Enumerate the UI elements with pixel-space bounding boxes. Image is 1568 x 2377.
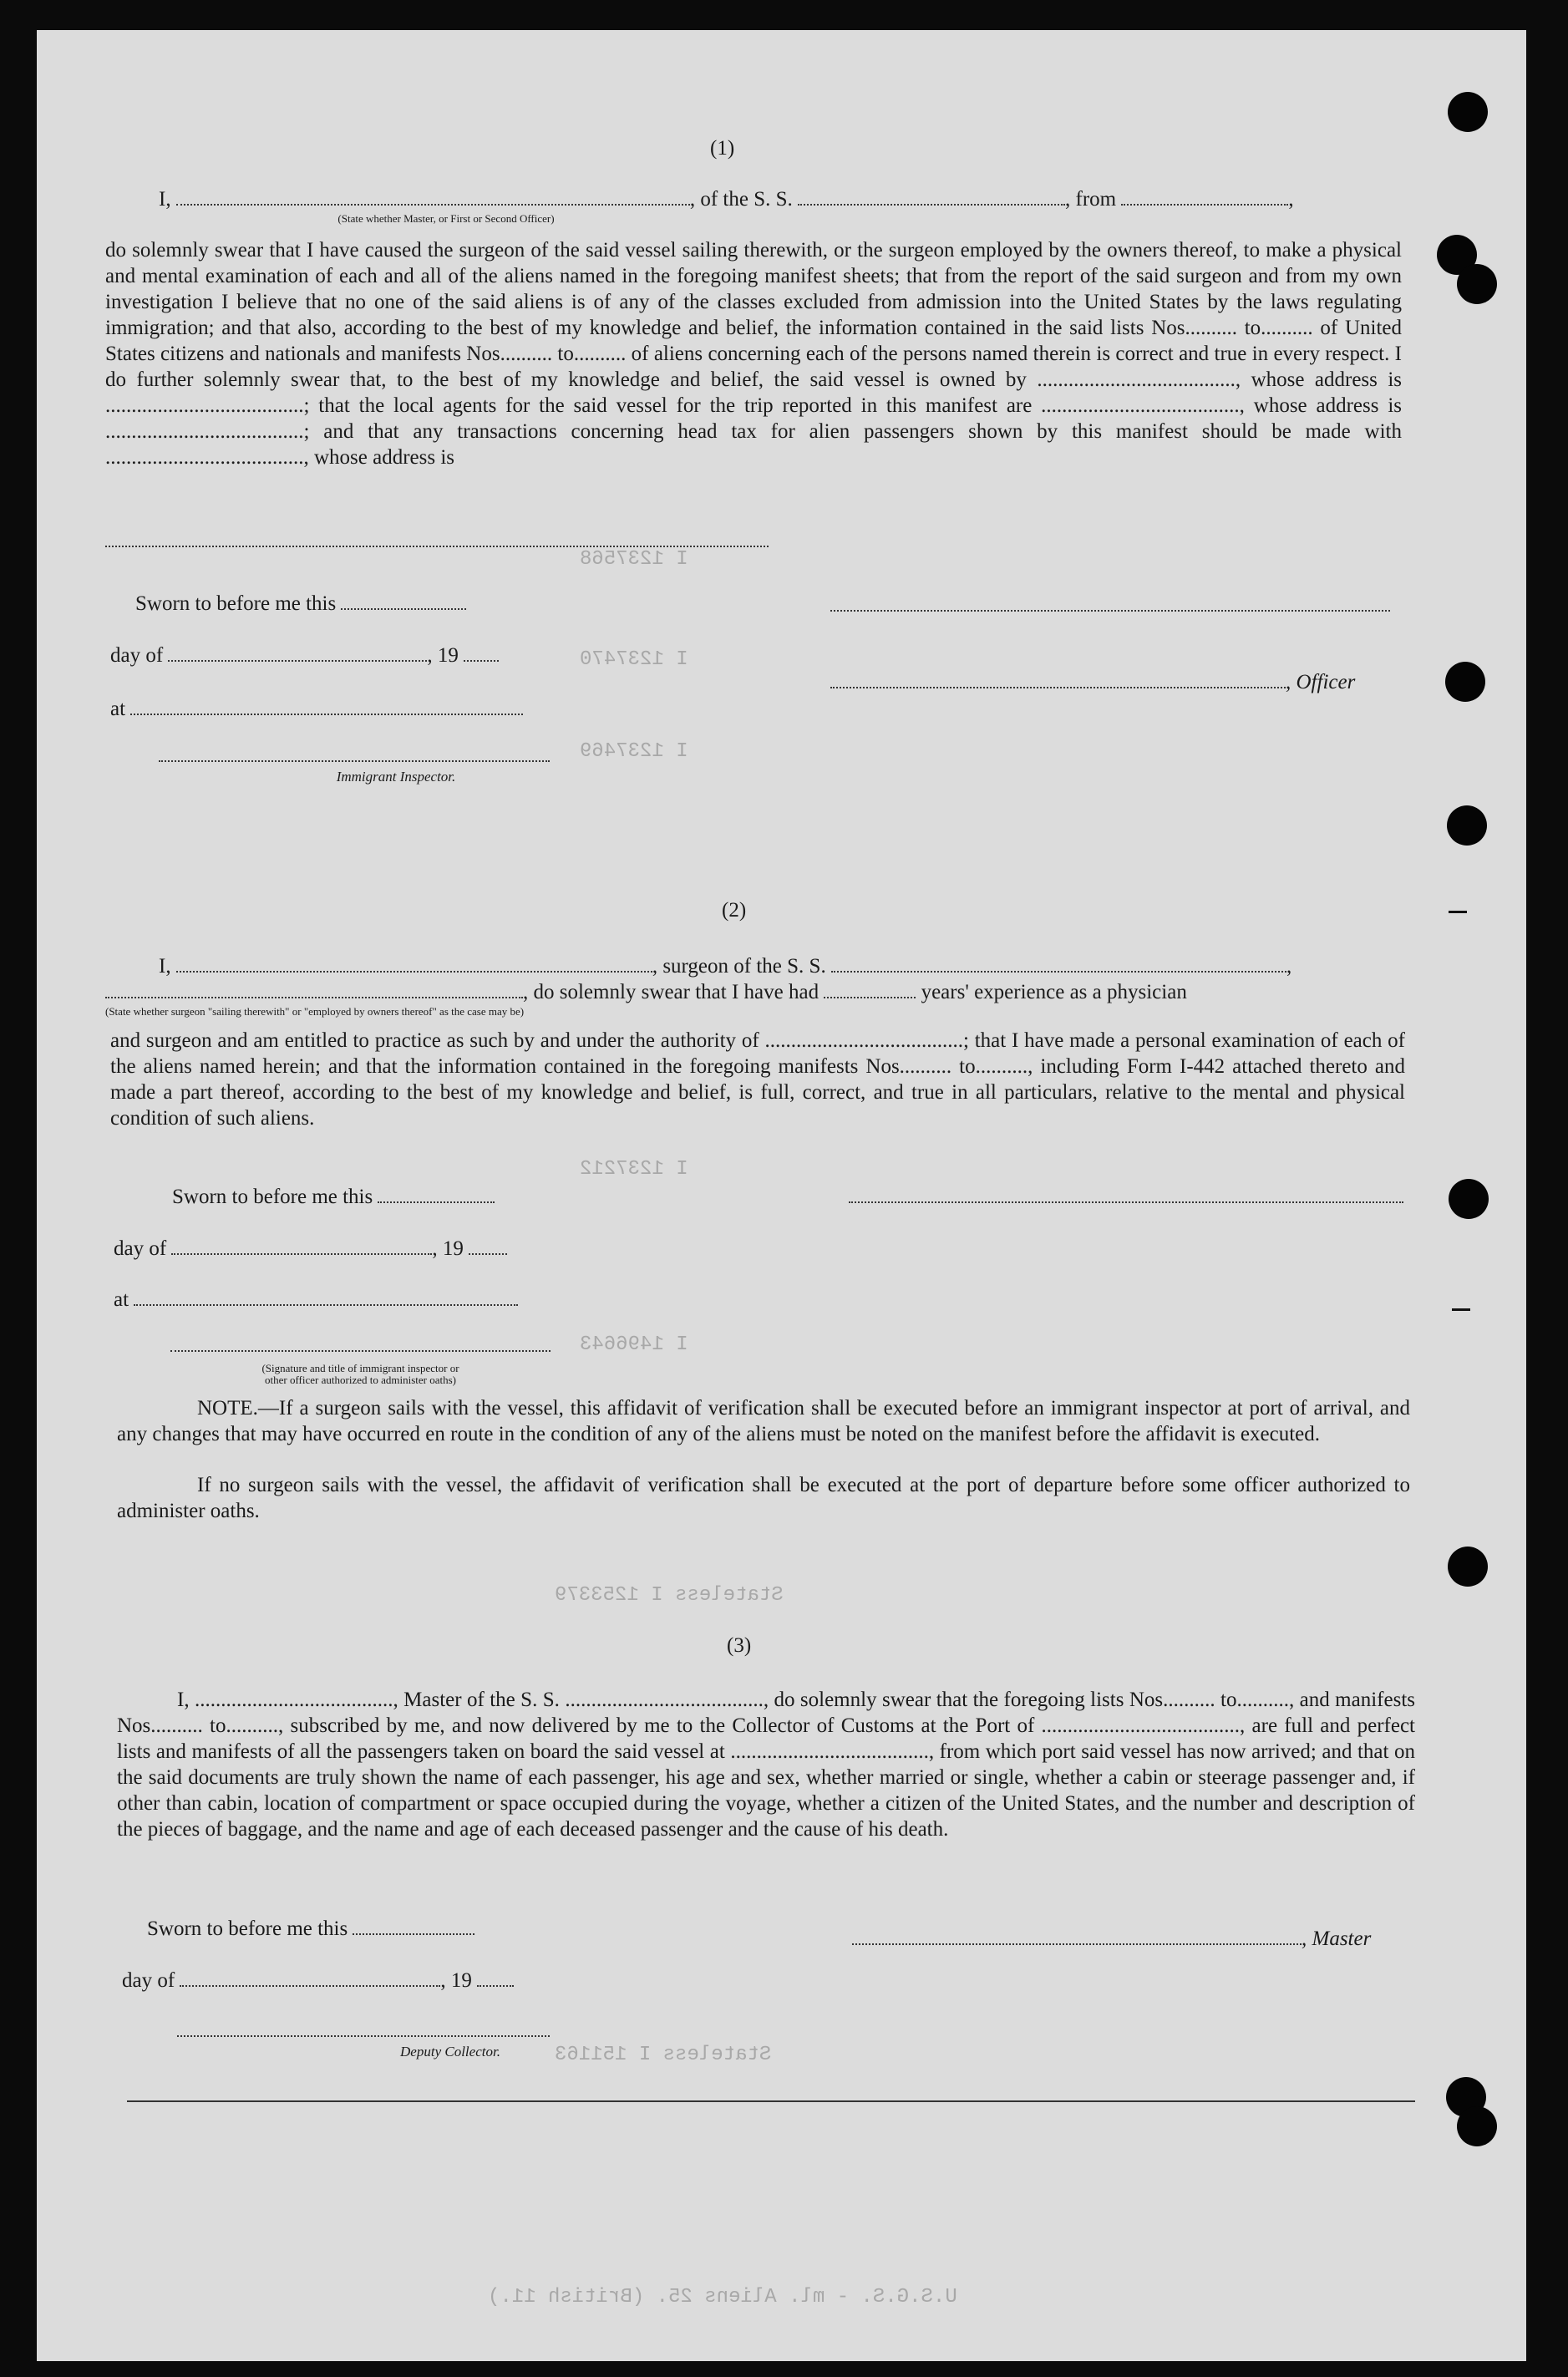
s2-day-field[interactable] <box>171 1235 432 1255</box>
s1-officer <box>830 668 1355 695</box>
punch-hole <box>1457 264 1497 304</box>
s1-i-label: I, <box>159 188 171 211</box>
bleed-through: I 1237470 <box>580 648 688 671</box>
bleed-through: Stateless I 1253379 <box>555 1584 784 1607</box>
from-port-field[interactable] <box>1121 185 1288 206</box>
s3-master-label: , Master <box>1302 1928 1372 1950</box>
bleed-through: I 1237469 <box>580 740 688 763</box>
manifest-back-page <box>37 30 1526 2361</box>
s2-at <box>114 1286 518 1313</box>
s2-line2 <box>105 978 1408 1005</box>
s2-sig-note-1: (Signature and title of immigrant inspector or <box>261 1362 459 1374</box>
bleed-through: Stateless I 151163 <box>555 2044 772 2066</box>
s2-paragraph: and surgeon and am entitled to practice as such by and under the authority of ......................................; that I have made a personal examination of each of the aliens named herein; and that the information contained in the foregoing manifests Nos.......... to.........., including Form I-442 attached thereto and made a part thereof, according to the best of my knowledge and belief, is full, correct, and true in all particulars, relative to the mental and physical condition of such aliens. <box>110 1029 1405 1130</box>
punch-hole <box>1448 92 1488 132</box>
punch-hole <box>1447 805 1487 846</box>
s1-line1: I, , of the S. S. , from , <box>159 185 1403 212</box>
s3-day <box>122 1967 514 1994</box>
s1-sworn-label: Sworn to before me this <box>135 592 337 615</box>
s1-officer-field[interactable] <box>830 668 1286 688</box>
s1-officer-signature-line[interactable] <box>830 610 1390 612</box>
s2-year-field[interactable] <box>469 1235 507 1255</box>
s1-inspector-signature-line[interactable] <box>159 760 550 762</box>
vessel-name-field[interactable] <box>798 185 1065 206</box>
years-experience-field[interactable] <box>824 978 916 998</box>
s1-year-field[interactable] <box>464 642 499 662</box>
s3-master <box>852 1925 1371 1952</box>
punch-hole <box>1457 2106 1497 2146</box>
surgeon-name-field[interactable] <box>176 952 652 973</box>
s2-at-field[interactable] <box>134 1286 518 1306</box>
s2-note1: NOTE.—If a surgeon sails with the vessel, this affidavit of verification shall be executed before an immigrant inspector at port of arrival, and any changes that may have occurred en route in the condition of any of the aliens must be noted on the manifest before the affidavit is executed. <box>117 1397 1410 1445</box>
s1-sworn-date-field[interactable] <box>341 590 466 610</box>
margin-mark <box>1449 911 1467 913</box>
s2-year-label: , 19 <box>432 1237 464 1260</box>
s2-vessel-field[interactable] <box>831 952 1286 973</box>
s3-year-label: , 19 <box>440 1969 472 1992</box>
section-number: (1) <box>710 137 735 160</box>
margin-mark <box>1452 1308 1470 1311</box>
officer-name-field[interactable] <box>176 185 690 206</box>
bleed-through: I 1496643 <box>580 1333 688 1356</box>
s2-sworn-date-field[interactable] <box>378 1183 495 1203</box>
s1-officer-label: , Officer <box>1286 671 1356 693</box>
bottom-rule <box>127 2100 1415 2102</box>
punch-hole <box>1448 1547 1488 1587</box>
bleed-through: I 1237568 <box>580 548 688 571</box>
s2-line2-note: (State whether surgeon "sailing therewith" or "employed by owners thereof" as the case may be) <box>105 1005 525 1018</box>
s2-signature-line[interactable] <box>849 1201 1403 1203</box>
s3-year-field[interactable] <box>477 1967 514 1987</box>
s2-at-label: at <box>114 1288 129 1311</box>
s3-collector-signature-line[interactable] <box>177 2035 550 2037</box>
s1-paragraph: do solemnly swear that I have caused the surgeon of the said vessel sailing therewith, or the surgeon employed by the owners thereof, to make a physical and mental examination of each and all of the aliens named in the foregoing manifest sheets; that from the report of the said surgeon and from my own investigation I believe that no one of the said aliens is of any of the classes excluded from admission into the United States by the laws regulating immigration; and that also, according to the best of my knowledge and belief, the information contained in the said lists Nos.......... to.......... of United States citizens and nationals and manifests Nos.......... to.......... of aliens concerning each of the persons named therein is correct and true in every respect. I do further solemnly swear that, to the best of my knowledge and belief, the said vessel is owned by ......................................, whose address is ......................................; that the local agents for the said vessel for the trip reported in this manifest are ......................................, whose address is ......................................; and that any transactions concerning head tax for alien passengers shown by this manifest should be made with ......................................, whose address is <box>105 239 1402 469</box>
s1-from-label: , from <box>1065 188 1117 211</box>
s1-day <box>110 642 499 668</box>
s1-inspector-caption: Immigrant Inspector. <box>336 769 456 785</box>
s1-at-field[interactable] <box>130 695 523 715</box>
s2-surgeon-of-label: , surgeon of the S. S. <box>652 955 826 978</box>
s2-inspector-signature-line[interactable] <box>170 1350 551 1352</box>
surgeon-type-field[interactable] <box>105 978 523 998</box>
s2-i-label: I, <box>159 955 171 978</box>
s2-sworn <box>172 1183 495 1210</box>
bleed-through: I 1237212 <box>580 1158 688 1181</box>
punch-hole <box>1449 1179 1489 1219</box>
section-number: (2) <box>722 899 747 922</box>
s2-day <box>114 1235 507 1262</box>
s1-day-label: day of <box>110 644 164 667</box>
s3-sworn-date-field[interactable] <box>353 1915 474 1935</box>
s2-line1: I, , surgeon of the S. S. , <box>159 952 1403 979</box>
s3-day-field[interactable] <box>180 1967 440 1987</box>
s3-day-label: day of <box>122 1969 175 1992</box>
s1-year-label: , 19 <box>427 644 459 667</box>
s3-sworn-label: Sworn to before me this <box>147 1917 348 1940</box>
s1-address-continuation[interactable] <box>105 546 769 547</box>
s3-collector-caption: Deputy Collector. <box>400 2044 500 2060</box>
bleed-through: U.S.G.S. - ml. Aliens 25. (British 11.) <box>488 2286 957 2308</box>
s2-swear-label: , do solemnly swear that I have had <box>523 981 820 1003</box>
s2-note2: If no surgeon sails with the vessel, the affidavit of verification shall be executed at the port of departure before some officer authorized to administer oaths. <box>117 1474 1410 1522</box>
s3-sworn <box>147 1915 474 1942</box>
s3-master-field[interactable] <box>852 1925 1302 1945</box>
s3-paragraph: I, ......................................, Master of the S. S. ......................................, do solemnly swear that the foregoing lists Nos.......... to.........., and manifests Nos.......... to.........., subscribed by me, and now delivered by me to the Collector of Customs at the Port of ......................................, are full and perfect lists and manifests of all the passengers taken on board the said vessel at ......................................, from which port said vessel has now arrived; and that on the said documents are truly shown the name of each passenger, his age and sex, whether married or single, whether a cabin or steerage passenger and, if other than cabin, location of compartment or space occupied during the voyage, whether a citizen of the United States, and the number and description of the pieces of baggage, and the name and age of each deceased passenger and the cause of his death. <box>117 1689 1415 1841</box>
s1-sworn <box>135 590 466 617</box>
s1-at <box>110 695 523 722</box>
punch-hole <box>1445 662 1485 702</box>
s2-day-label: day of <box>114 1237 167 1260</box>
s2-sig-note-2: other officer authorized to administer oaths) <box>265 1374 456 1386</box>
s1-day-field[interactable] <box>168 642 427 662</box>
s2-years-label: years' experience as a physician <box>921 981 1187 1003</box>
section-number: (3) <box>727 1634 752 1657</box>
s1-line1-note: (State whether Master, or First or Second Officer) <box>337 212 555 225</box>
s1-at-label: at <box>110 698 126 720</box>
s1-of-ss-label: , of the S. S. <box>689 188 793 211</box>
s2-sworn-label: Sworn to before me this <box>172 1186 373 1208</box>
